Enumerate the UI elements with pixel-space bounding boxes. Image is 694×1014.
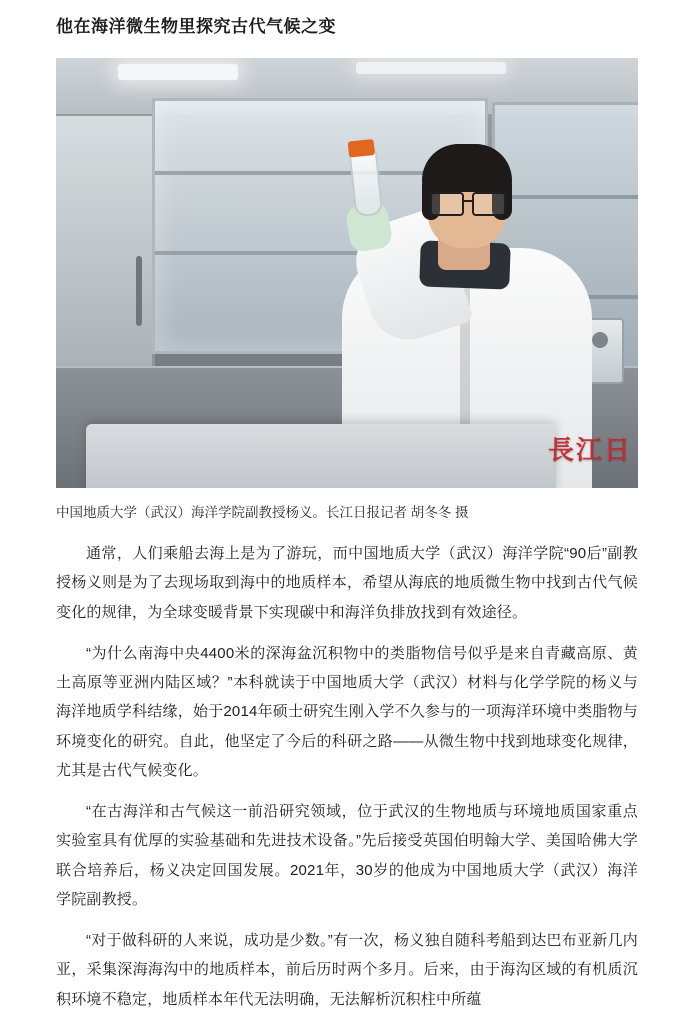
photo-watermark: 長江日 (548, 435, 633, 465)
eyeglasses-lens-right (472, 192, 506, 216)
eyeglasses-icon (430, 192, 506, 212)
article-figure (56, 58, 638, 524)
refrigerator-handle (136, 256, 142, 326)
photo-caption: 中国地质大学（武汉）海洋学院副教授杨义。长江日报记者 胡冬冬 摄 (56, 504, 469, 520)
article-paragraph: “对于做科研的人来说，成功是少数。”有一次，杨义独自随科考船到达巴布亚新几内亚，采集深海海沟中的地质样本，前后历时两个多月。后来，由于海沟区域的有机质沉积环境不稳定，地质样本年代无法明确，无法解析沉积柱中所蕴 (56, 932, 638, 1008)
ceiling-light-secondary-icon (356, 62, 506, 74)
sample-test-tube (349, 148, 384, 217)
article-paragraph: 通常，人们乘船去海上是为了游玩，而中国地质大学（武汉）海洋学院“90后”副教授杨义则是为了去现场取到海中的地质样本，希望从海底的地质微生物中找到古代气候变化的规律，为全球变暖背景下实现碳中和海洋负排放找到有效途径。 (56, 545, 638, 621)
test-tube-cap (348, 138, 376, 157)
ceiling-light-icon (118, 64, 238, 80)
page-title: 他在海洋微生物里探究古代气候之变 (56, 17, 336, 36)
article-paragraph: “为什么南海中央4400米的深海盆沉积物中的类脂物信号似乎是来自青藏高原、黄土高原等亚洲内陆区域？”本科就读于中国地质大学（武汉）材料与化学学院的杨义与海洋地质学科结缘，始于2014年硕士研究生刚入学不久参与的一项海洋环境中类脂物与环境变化的研究。自此，他坚定了今后的科研之路——从微生物中找到地球变化规律，尤其是古代气候变化。 (56, 644, 638, 779)
foreground-table (86, 424, 556, 488)
article-photo (56, 58, 638, 488)
instrument-knob (592, 332, 608, 348)
article-body (56, 539, 638, 1014)
article-paragraph: “在古海洋和古气候这一前沿研究领域，位于武汉的生物地质与环境地质国家重点实验室具有优厚的实验基础和先进技术设备。”先后接受英国伯明翰大学、美国哈佛大学联合培养后，杨义决定回国发展。2021年，30岁的他成为中国地质大学（武汉）海洋学院副教授。 (56, 803, 638, 908)
eyeglasses-lens-left (430, 192, 464, 216)
